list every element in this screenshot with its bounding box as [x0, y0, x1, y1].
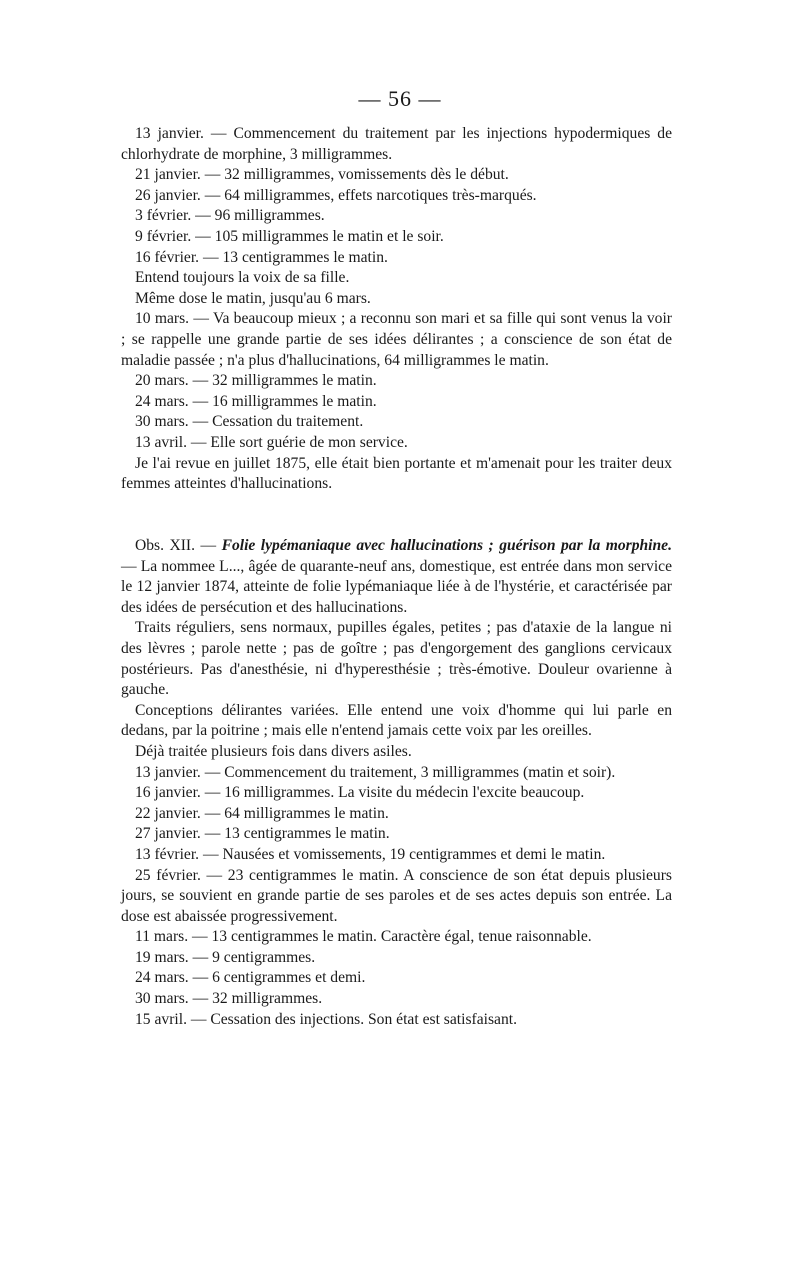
paragraph: 27 janvier. — 13 centigrammes le matin. [135, 825, 390, 843]
paragraph: 15 avril. — Cessation des injections. Son état est satisfaisant. [135, 1010, 517, 1028]
paragraph: 20 mars. — 32 milligrammes le matin. [135, 372, 377, 390]
paragraph: Je l'ai revue en juillet 1875, elle était bien portante et m'amenait pour les traiter deux femmes atteintes d'hallucinations. [121, 454, 672, 493]
case-notes-continued [121, 124, 672, 495]
paragraph: 3 février. — 96 milligrammes. [135, 207, 325, 225]
page-number: — 56 — [358, 86, 442, 111]
observation-label: Obs. XII. — [135, 537, 217, 554]
paragraph: 21 janvier. — 32 milligrammes, vomissements dès le début. [135, 166, 509, 184]
paragraph: 16 janvier. — 16 milligrammes. La visite du médecin l'excite beaucoup. [135, 784, 585, 802]
observation-intro: — La nommee L..., âgée de quarante-neuf ans, domestique, est entrée dans mon service le 12 janvier 1874, atteinte de folie lypémaniaque liée à de l'hystérie, et caractérisée par des idées de persécution et des hallucinations. [121, 557, 672, 616]
paragraph: 22 janvier. — 64 milligrammes le matin. [135, 804, 389, 822]
paragraph: 30 mars. — 32 milligrammes. [135, 990, 323, 1008]
paragraph: Traits réguliers, sens normaux, pupilles égales, petites ; pas d'ataxie de la langue ni des lèvres ; parole nette ; pas de goître ; pas d'engorgement des ganglions cervicaux postérieurs. Pas d'anesthésie, ni d'hyperesthésie ; très-émotive. Douleur ovarienne à gauche. [121, 619, 672, 699]
paragraph: 30 mars. — Cessation du traitement. [135, 413, 364, 431]
paragraph: 13 janvier. — Commencement du traitement, 3 milligrammes (matin et soir). [135, 763, 616, 781]
paragraph: Conceptions délirantes variées. Elle entend une voix d'homme qui lui parle en dedans, par la poitrine ; mais elle n'entend jamais cette voix par les oreilles. [121, 701, 672, 740]
paragraph: Même dose le matin, jusqu'au 6 mars. [135, 289, 371, 307]
paragraph: 24 mars. — 16 milligrammes le matin. [135, 392, 377, 410]
paragraph: 10 mars. — Va beaucoup mieux ; a reconnu son mari et sa fille qui sont venus la voir ; se rappelle une grande partie de ses idées délirantes ; a conscience de son état de maladie passée ; n'a plus d'hallucinations, 64 milligrammes le matin. [121, 310, 672, 369]
paragraph: 9 février. — 105 milligrammes le matin et le soir. [135, 227, 444, 245]
paragraph: 26 janvier. — 64 milligrammes, effets narcotiques très-marqués. [135, 186, 537, 204]
paragraph: 16 février. — 13 centigrammes le matin. [135, 248, 388, 266]
paragraph: 25 février. — 23 centigrammes le matin. A conscience de son état depuis plusieurs jours, se souvient en grande partie de ses paroles et de ses actes depuis son entrée. La dose est abaissée progressivement. [121, 866, 672, 925]
observation-heading [121, 536, 672, 618]
paragraph: Entend toujours la voix de sa fille. [135, 269, 350, 287]
observation-xii [121, 536, 672, 1030]
paragraph: Déjà traitée plusieurs fois dans divers asiles. [135, 742, 412, 760]
paragraph: 19 mars. — 9 centigrammes. [135, 948, 316, 966]
paragraph: 13 avril. — Elle sort guérie de mon service. [135, 433, 408, 451]
paragraph: 13 février. — Nausées et vomissements, 19 centigrammes et demi le matin. [135, 845, 606, 863]
paragraph: 24 mars. — 6 centigrammes et demi. [135, 969, 366, 987]
paragraph: 11 mars. — 13 centigrammes le matin. Caractère égal, tenue raisonnable. [135, 928, 592, 946]
paragraph: 13 janvier. — Commencement du traitement par les injections hypodermiques de chlorhydrate de morphine, 3 milligrammes. [121, 125, 672, 163]
observation-title: Folie lypémaniaque avec hallucinations ; guérison par la morphine. [221, 537, 672, 554]
